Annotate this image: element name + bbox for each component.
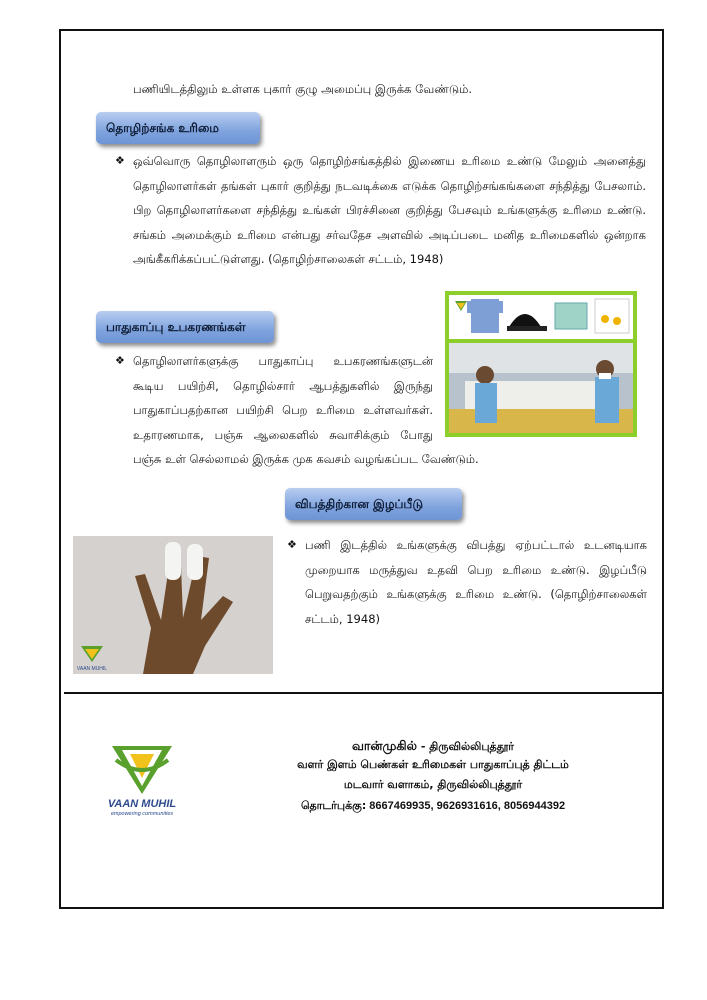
- footer-org-line: வான்முகில் - திருவில்லிபுத்தூர்: [351, 738, 515, 753]
- svg-text:VAAN MUHIL: VAAN MUHIL: [76, 666, 108, 672]
- compensation-paragraph: ❖ பணி இடத்தில் உங்களுக்கு விபத்து ஏற்பட்டால் உடனடியாக முறையாக மருத்துவ உதவி பெற உரிமை உண்டு. இழப்பீடு பெறுவதற்கும் உங்களுக்கு உரிமை உண்டு. (தொழிற்சாலைகள் சட்டம், 1948): [305, 533, 647, 631]
- heading-trade-union-rights: தொழிற்சங்க உரிமை: [96, 112, 260, 144]
- logo-text: VAAN MUHIL: [107, 798, 177, 810]
- footer-program-line: வளர் இளம் பெண்கள் உரிமைகள் பாதுகாப்புத் திட்டம்: [297, 758, 569, 771]
- heading-safety-equipment: பாதுகாப்பு உபகரணங்கள்: [96, 311, 274, 343]
- injured-hand-photo: [73, 536, 273, 674]
- diamond-bullet-icon: ❖: [115, 154, 125, 167]
- heading-accident-compensation: விபத்திற்கான இழப்பீடு: [285, 488, 462, 520]
- diamond-bullet-icon: ❖: [287, 538, 297, 551]
- intro-line: பணியிடத்திலும் உள்ளக புகார் குழு அமைப்பு இருக்க வேண்டும்.: [133, 82, 473, 96]
- footer-divider: [64, 692, 664, 694]
- vaan-muhil-logo: [96, 740, 188, 820]
- footer-address-line: மடவார் வளாகம், திருவில்லிபுத்தூர்: [343, 778, 523, 791]
- logo-tagline: empowering communities: [110, 811, 174, 817]
- safety-paragraph: ❖ தொழிலாளர்களுக்கு பாதுகாப்பு உபகரணங்களுடன் கூடிய பயிற்சி, தொழில்சார் ஆபத்துகளில் இருந்து பாதுகாப்பதற்கான பயிற்சி பெற உரிமை உள்ளவர்கள். உதாரணமாக, பஞ்சு ஆலைகளில் சுவாசிக்கும் போது பஞ்சு உள் செல்லாமல் இருக்க முக கவசம் வழங்கப்பட வேண்டும்.: [133, 349, 433, 472]
- diamond-bullet-icon: ❖: [115, 354, 125, 367]
- safety-equipment-photo: [445, 291, 637, 437]
- trade-union-paragraph: ❖ ஒவ்வொரு தொழிலாளரும் ஒரு தொழிற்சங்கத்தில் இணைய உரிமை உண்டு மேலும் அனைத்து தொழிலாளர்கள் தங்கள் புகார் குறித்து நடவடிக்கை எடுக்க தொழிற்சங்கங்களை சந்தித்து பேசலாம். பிற தொழிலாளர்களை சந்தித்து உங்கள் பிரச்சினை குறித்து பேசவும் உங்களுக்கு உரிமை உண்டு. சங்கம் அமைக்கும் உரிமை என்பது சர்வதேச அளவில் அடிப்படை மனித உரிமைகளில் ஒன்றாக அங்கீகரிக்கப்பட்டுள்ளது. (தொழிற்சாலைகள் சட்டம், 1948): [133, 149, 646, 272]
- footer-contact-line: தொடர்புக்கு: 8667469935, 9626931616, 8056944392: [300, 799, 566, 812]
